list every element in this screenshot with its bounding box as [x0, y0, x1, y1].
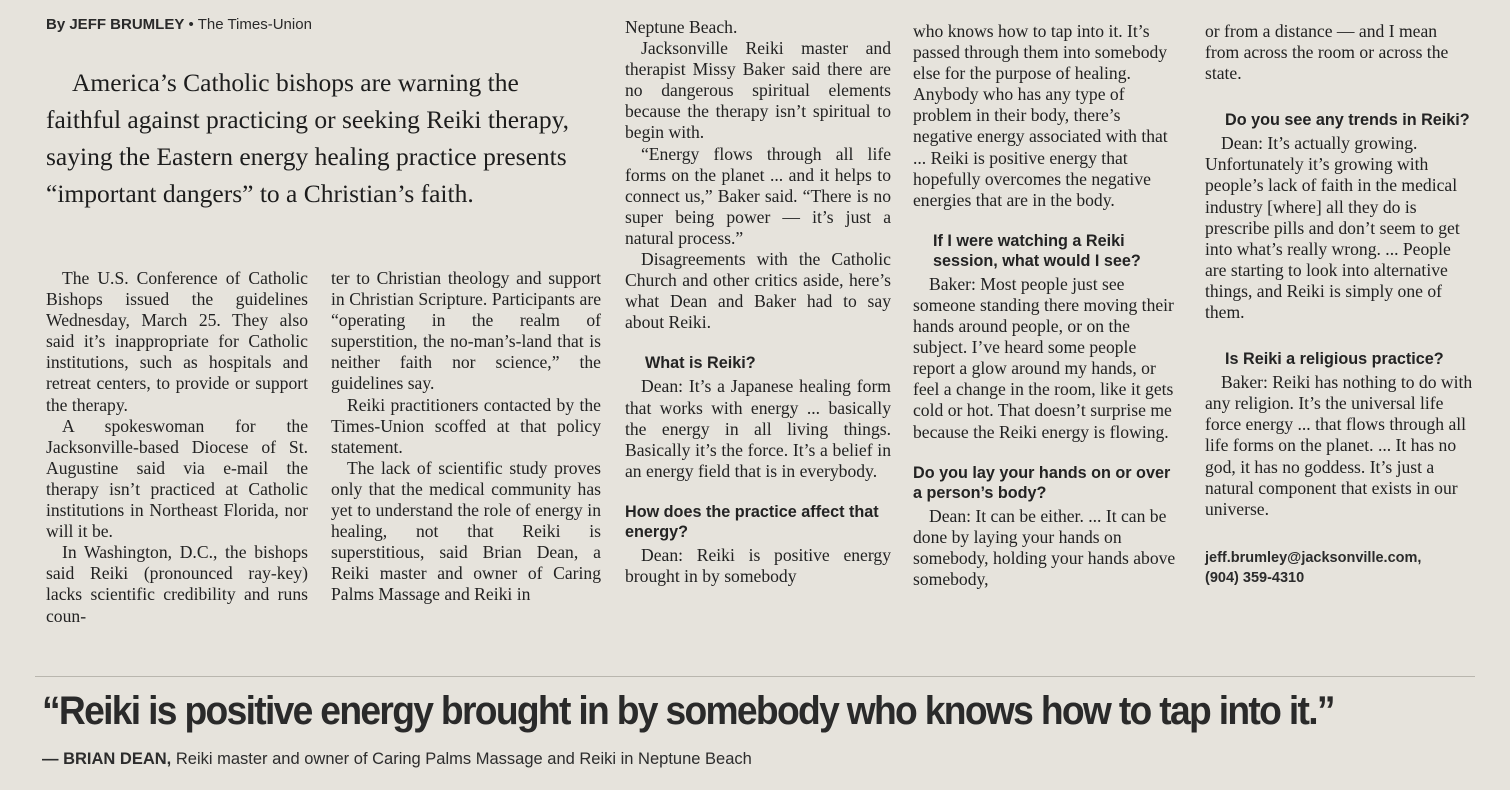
- outlet-name: The Times-Union: [197, 16, 312, 33]
- answer-paragraph: Dean: It’s a Japanese healing form that works with energy ... basically the energy in all living things. Basically it’s the force. It’s a belief in an energy field that is in everybody.: [625, 376, 891, 481]
- lede-text: America’s Catholic bishops are warning the faithful against practicing or seeking Reiki therapy, saying the Eastern energy healing practice presents “important dangers” to a Christian’s faith.: [46, 68, 570, 208]
- question-heading: Do you see any trends in Reiki?: [1225, 111, 1470, 130]
- pull-quote-attribution: [42, 750, 752, 769]
- author-name: By JEFF BRUMLEY: [46, 16, 185, 33]
- pull-quote: “Reiki is positive energy brought in by somebody who knows how to tap into it.”: [42, 689, 1334, 733]
- body-paragraph: ter to Christian theology and support in Christian Scripture. Participants are “operating in the realm of superstition, the no-man’s-land that is neither faith nor science,” the guidelines say.: [331, 268, 601, 394]
- question-heading: Is Reiki a religious practice?: [1225, 350, 1444, 369]
- body-paragraph: Neptune Beach.: [625, 17, 738, 37]
- body-paragraph: or from a distance — and I mean from across the room or across the state.: [1205, 21, 1449, 84]
- answer-paragraph: Dean: Reiki is positive energy brought in by somebody: [625, 544, 891, 586]
- byline-bullet: •: [188, 16, 194, 33]
- body-paragraph: In Washington, D.C., the bishops said Reiki (pronounced ray-key) lacks scientific credibility and runs coun-: [46, 542, 308, 626]
- question-heading: Do you lay your hands on or over a person’s body?: [913, 463, 1171, 502]
- author-phone: (904) 359-4310: [1205, 569, 1305, 586]
- body-paragraph: who knows how to tap into it. It’s passed through them into somebody else for the purpose of healing. Anybody who has any type of problem in their body, there’s negative energy associated with that ... Reiki is positive energy that hopefully overcomes the negative energies that are in the body.: [913, 21, 1168, 210]
- question-heading: If I were watching a Reiki session, what would I see?: [933, 231, 1141, 270]
- body-paragraph: “Energy flows through all life forms on the planet ... and it helps to connect us,” Baker said. “There is no super being power — it’s just a natural process.”: [625, 143, 891, 248]
- question-heading: How does the practice affect that energy?: [625, 502, 879, 541]
- body-paragraph: Reiki practitioners contacted by the Times-Union scoffed at that policy statement.: [331, 394, 601, 457]
- lede-paragraph: [46, 64, 586, 212]
- body-paragraph: The U.S. Conference of Catholic Bishops issued the guidelines Wednesday, March 25. They also said it’s inappropriate for Catholic institutions, such as hospitals and retreat centers, to provide or support the therapy.: [46, 268, 308, 415]
- contact-info: [1205, 548, 1475, 588]
- attribution-name: BRIAN DEAN,: [63, 750, 172, 768]
- article-column-4: [913, 21, 1181, 590]
- question-heading: What is Reiki?: [645, 354, 756, 373]
- article-column-1: [46, 268, 308, 627]
- answer-paragraph: Dean: It’s actually growing. Unfortunately it’s growing with people’s lack of faith in the medical industry [where] all they do is prescribe pills and don’t seem to get into what’s really wrong. ... People are starting to look into alternative things, and Reiki is simply one of them.: [1205, 133, 1460, 323]
- attribution-title: Reiki master and owner of Caring Palms Massage and Reiki in Neptune Beach: [175, 750, 752, 768]
- article-column-3: [625, 17, 891, 587]
- attribution-dash: —: [42, 750, 59, 768]
- body-paragraph: A spokeswoman for the Jacksonville-based Diocese of St. Augustine said via e-mail the therapy isn’t practiced at Catholic institutions in Northeast Florida, nor will it be.: [46, 415, 308, 542]
- article-column-5: [1205, 21, 1475, 588]
- answer-paragraph: Baker: Most people just see someone standing there moving their hands around people, or on the subject. I’ve heard some people report a glow around my hands, or feel a change in the room, like it gets cold or hot. That doesn’t surprise me because the Reiki energy is flowing.: [913, 273, 1174, 442]
- byline: [46, 16, 312, 33]
- answer-paragraph: Baker: Reiki has nothing to do with any religion. It’s the universal life force energy ... that flows through all life forms on the planet. ... It has no god, it has no goddess. It’s just a natural component that exists in our universe.: [1205, 372, 1473, 519]
- article-column-2: [331, 268, 601, 606]
- answer-paragraph: Dean: It can be either. ... It can be done by laying your hands on somebody, holding your hands above somebody,: [913, 505, 1176, 589]
- body-paragraph: Disagreements with the Catholic Church and other critics aside, here’s what Dean and Baker had to say about Reiki.: [625, 249, 891, 333]
- body-paragraph: Jacksonville Reiki master and therapist Missy Baker said there are no dangerous spiritual elements because the therapy isn’t spiritual to begin with.: [625, 38, 891, 143]
- author-email: jeff.brumley@jacksonville.com,: [1205, 549, 1422, 566]
- body-paragraph: The lack of scientific study proves only that the medical community has yet to understand the role of energy in healing, not that Reiki is superstitious, said Brian Dean, a Reiki master and owner of Caring Palms Massage and Reiki in: [331, 457, 601, 605]
- divider-rule: [35, 676, 1475, 677]
